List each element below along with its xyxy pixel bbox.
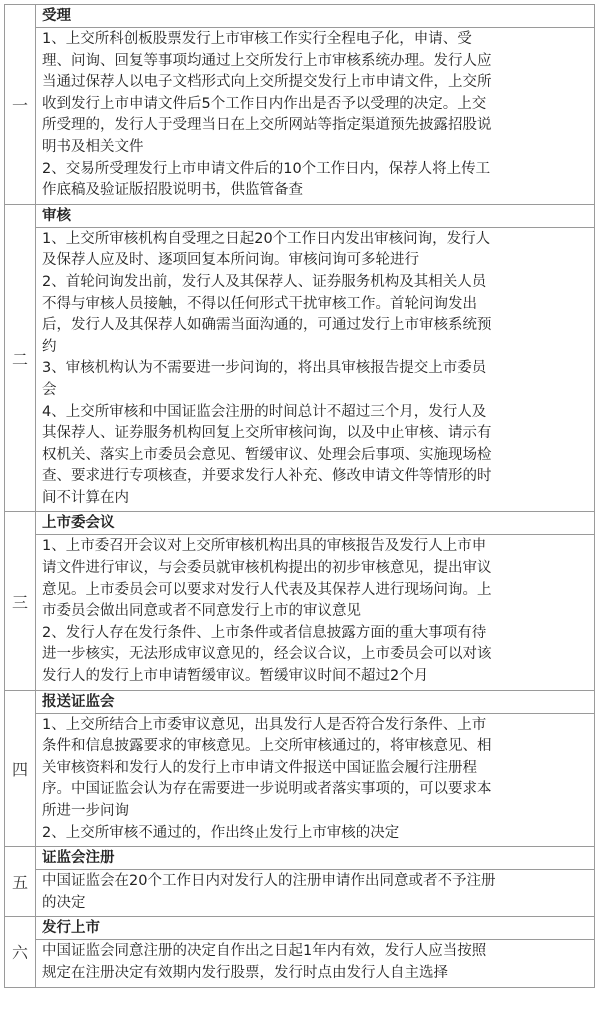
section-content bbox=[36, 512, 595, 690]
section-text-line: 条件和信息披露要求的审核意见。上交所审核通过的，将审核意见、相 bbox=[42, 738, 492, 755]
section-text-line: 权机关、落实上市委员会意见、暂缓审议、处理会后事项、实施现场检 bbox=[42, 446, 492, 463]
section-row bbox=[5, 690, 595, 847]
section-text-line: 所进一步问询 bbox=[42, 803, 129, 819]
section-title: 受理 bbox=[36, 5, 594, 28]
section-text-line: 2、首轮问询发出前，发行人及其保荐人、证券服务机构及其相关人员 bbox=[42, 273, 487, 290]
section-content bbox=[36, 917, 595, 987]
section-text-line: 不得与审核人员接触，不得以任何形式干扰审核工作。首轮问询发出 bbox=[42, 295, 477, 312]
section-text-line: 进一步核实，无法形成审议意见的，经会议合议，上市委员会可以对该 bbox=[42, 646, 492, 663]
section-text-line: 1、上交所审核机构自受理之日起20个工作日内发出审核问询，发行人 bbox=[42, 230, 491, 247]
section-body bbox=[36, 870, 594, 916]
section-row bbox=[5, 847, 595, 917]
section-text-line: 理、问询、回复等事项均通过上交所发行上市审核系统办理。发行人应 bbox=[42, 52, 492, 69]
section-text-line: 2、上交所审核不通过的，作出终止发行上市审核的决定 bbox=[42, 824, 400, 841]
section-text-line: 明书及相关文件 bbox=[42, 138, 144, 155]
section-text-line: 意见。上市委员会可以要求对发行人代表及其保荐人进行现场问询。上 bbox=[42, 581, 492, 598]
section-content bbox=[36, 690, 595, 847]
section-row bbox=[5, 512, 595, 690]
section-body bbox=[36, 228, 594, 512]
section-text-line: 规定在注册决定有效期内发行股票，发行时点由发行人自主选择 bbox=[42, 964, 448, 981]
section-body bbox=[36, 28, 594, 204]
section-row bbox=[5, 5, 595, 205]
section-text-line: 1、上交所科创板股票发行上市审核工作实行全程电子化，申请、受 bbox=[42, 31, 472, 47]
section-number: 一 bbox=[5, 5, 36, 205]
section-text-line: 2、发行人存在发行条件、上市条件或者信息披露方面的重大事项有待 bbox=[42, 624, 487, 641]
section-text-line: 2、交易所受理发行上市申请文件后的10个工作日内，保荐人将上传工 bbox=[42, 160, 491, 177]
section-text-line: 约 bbox=[42, 338, 57, 355]
section-text-line: 会 bbox=[42, 381, 57, 398]
section-text-line: 3、审核机构认为不需要进一步问询的，将出具审核报告提交上市委员 bbox=[42, 360, 487, 377]
section-number: 二 bbox=[5, 204, 36, 512]
section-title: 发行上市 bbox=[36, 917, 594, 940]
section-number: 六 bbox=[5, 917, 36, 987]
section-text-line: 作底稿及验证版招股说明书，供监管备查 bbox=[42, 182, 303, 199]
section-title: 上市委会议 bbox=[36, 512, 594, 535]
section-text-line: 发行人的发行上市申请暂缓审议。暂缓审议时间不超过2个月 bbox=[42, 668, 429, 685]
ipo-process-table bbox=[4, 4, 595, 988]
section-body bbox=[36, 940, 594, 986]
section-content bbox=[36, 204, 595, 512]
section-title: 审核 bbox=[36, 205, 594, 228]
section-text-line: 1、上市委召开会议对上交所审核机构出具的审核报告及发行人上市申 bbox=[42, 538, 487, 555]
section-text-line: 所受理的，发行人于受理当日在上交所网站等指定渠道预先披露招股说 bbox=[42, 117, 492, 134]
section-text-line: 序。中国证监会认为存在需要进一步说明或者落实事项的，可以要求本 bbox=[42, 781, 492, 798]
section-text-line: 中国证监会在20个工作日内对发行人的注册申请作出同意或者不予注册 bbox=[42, 873, 496, 890]
section-text-line: 当通过保荐人以电子文档形式向上交所提交发行上市申请文件，上交所 bbox=[42, 74, 492, 91]
section-number: 四 bbox=[5, 690, 36, 847]
section-row bbox=[5, 204, 595, 512]
section-row bbox=[5, 917, 595, 987]
section-text-line: 市委员会做出同意或者不同意发行上市的审议意见 bbox=[42, 603, 361, 620]
section-text-line: 及保荐人应及时、逐项回复本所问询。审核问询可多轮进行 bbox=[42, 252, 419, 269]
section-text-line: 收到发行上市申请文件后5个工作日内作出是否予以受理的决定。上交 bbox=[42, 95, 487, 112]
section-content bbox=[36, 847, 595, 917]
section-text-line: 请文件进行审议，与会委员就审核机构提出的初步审核意见，提出审议 bbox=[42, 560, 492, 577]
section-number: 五 bbox=[5, 847, 36, 917]
section-title: 证监会注册 bbox=[36, 847, 594, 870]
section-body bbox=[36, 714, 594, 847]
section-text-line: 的决定 bbox=[42, 894, 86, 911]
section-text-line: 查、要求进行专项核查，并要求发行人补充、修改申请文件等情形的时 bbox=[42, 468, 492, 485]
section-content bbox=[36, 5, 595, 205]
section-body bbox=[36, 535, 594, 689]
section-text-line: 中国证监会同意注册的决定自作出之日起1年内有效，发行人应当按照 bbox=[42, 943, 487, 960]
section-text-line: 1、上交所结合上市委审议意见，出具发行人是否符合发行条件、上市 bbox=[42, 716, 487, 733]
section-text-line: 关审核资料和发行人的发行上市申请文件报送中国证监会履行注册程 bbox=[42, 759, 477, 776]
section-text-line: 4、上交所审核和中国证监会注册的时间总计不超过三个月，发行人及 bbox=[42, 403, 487, 420]
section-text-line: 后，发行人及其保荐人如确需当面沟通的，可通过发行上市审核系统预 bbox=[42, 317, 492, 334]
section-text-line: 间不计算在内 bbox=[42, 489, 129, 506]
section-title: 报送证监会 bbox=[36, 691, 594, 714]
section-text-line: 其保荐人、证券服务机构回复上交所审核问询，以及中止审核、请示有 bbox=[42, 425, 492, 442]
section-number: 三 bbox=[5, 512, 36, 690]
